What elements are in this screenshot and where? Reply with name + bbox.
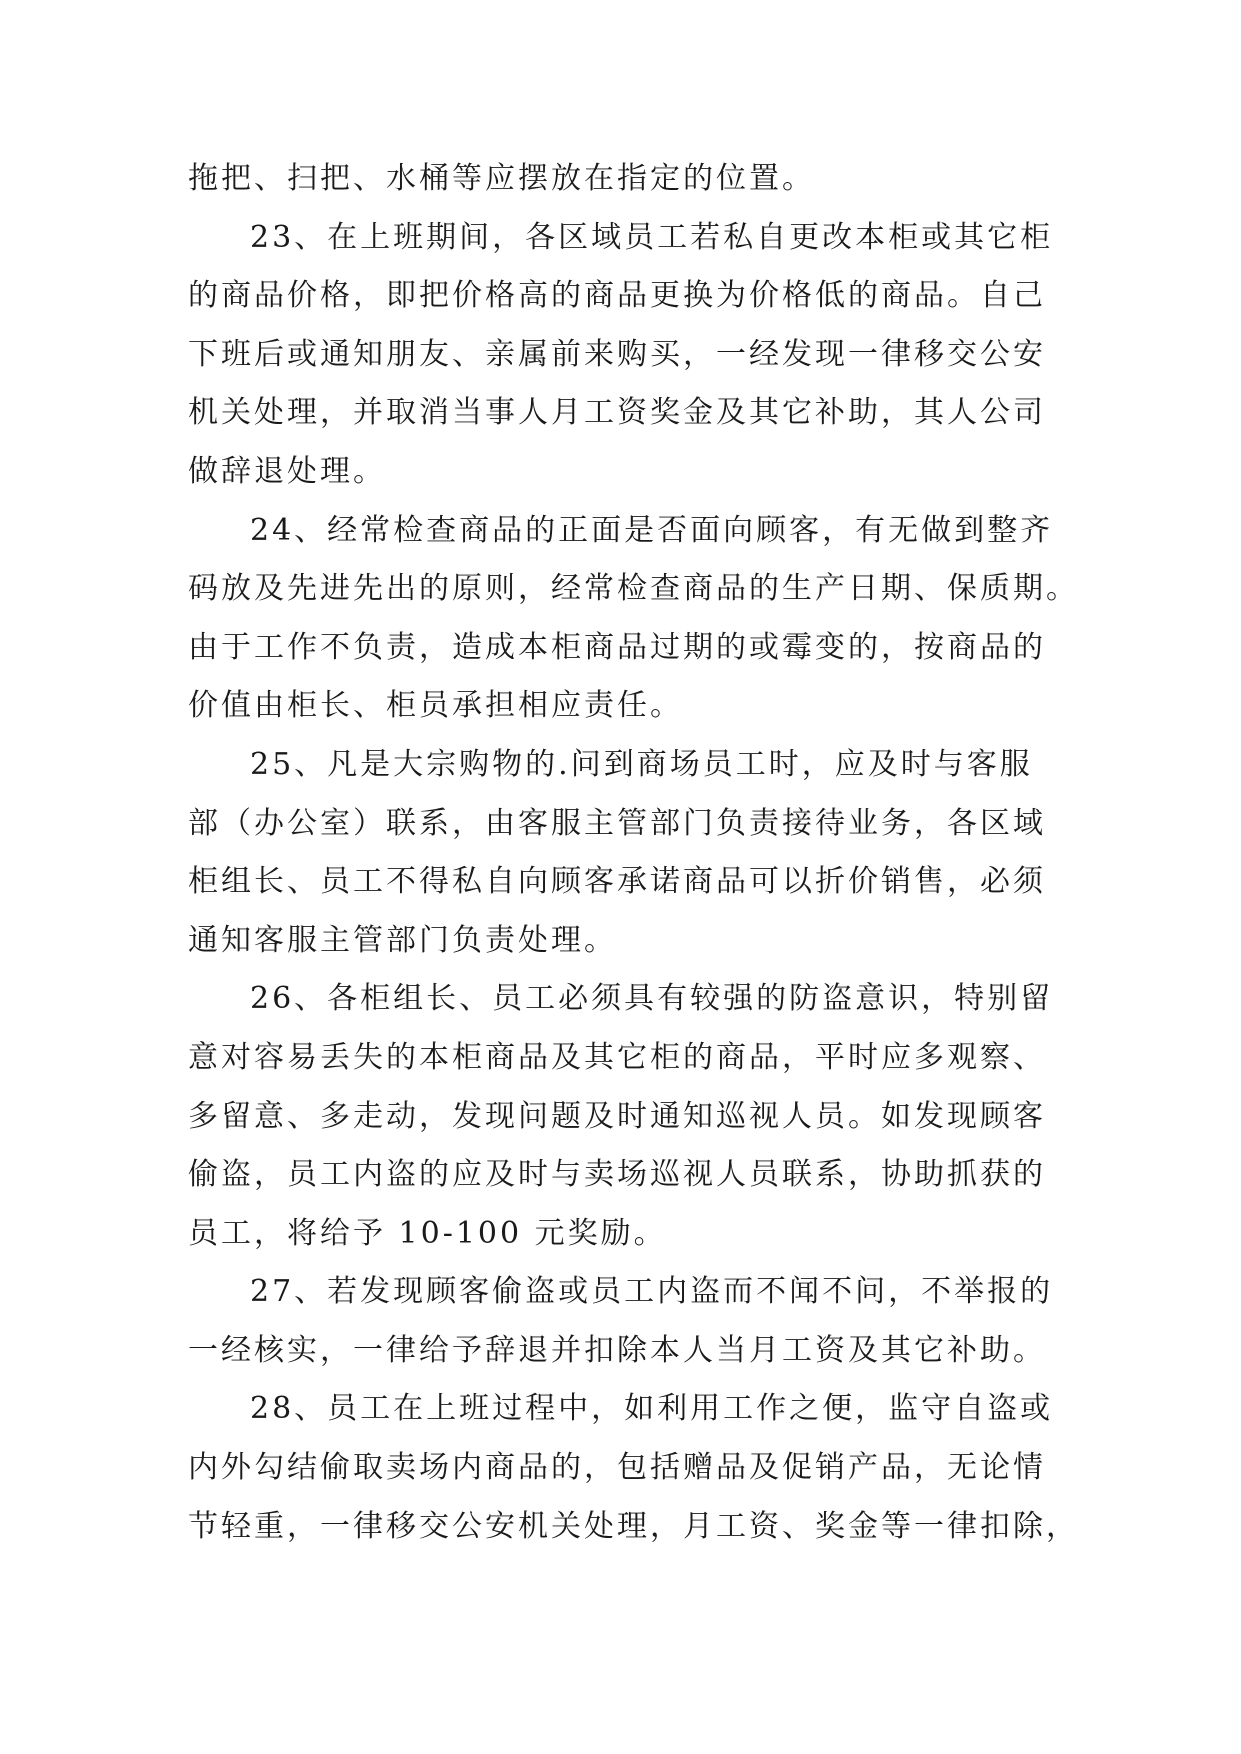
paragraph-first-line: 26、各柜组长、员工必须具有较强的防盗意识，特别留 xyxy=(250,981,1054,1017)
paragraph-first-line: 28、员工在上班过程中，如利用工作之便，监守自盗或 xyxy=(250,1391,1054,1427)
text-line: 机关处理，并取消当事人月工资奖金及其它补助，其人公司 xyxy=(188,395,1046,431)
text-line: 柜组长、员工不得私自向顾客承诺商品可以折价销售，必须 xyxy=(188,864,1046,900)
paragraph-first-line: 27、若发现顾客偷盗或员工内盗而不闻不问，不举报的 xyxy=(250,1274,1054,1310)
text-line: 由于工作不负责，造成本柜商品过期的或霉变的，按商品的 xyxy=(188,629,1046,665)
text-line: 码放及先进先出的原则，经常检查商品的生产日期、保质期。 xyxy=(188,571,1079,607)
text-line: 偷盗，员工内盗的应及时与卖场巡视人员联系，协助抓获的 xyxy=(188,1157,1046,1193)
text-line: 员工，将给予 10-100 元奖励。 xyxy=(188,1215,667,1251)
text-line: 通知客服主管部门负责处理。 xyxy=(188,922,617,958)
text-line: 部（办公室）联系，由客服主管部门负责接待业务，各区域 xyxy=(188,805,1046,841)
text-line: 一经核实，一律给予辞退并扣除本人当月工资及其它补助。 xyxy=(188,1332,1046,1368)
text-line: 的商品价格，即把价格高的商品更换为价格低的商品。自己 xyxy=(188,278,1046,314)
text-line: 节轻重，一律移交公安机关处理，月工资、奖金等一律扣除， xyxy=(188,1508,1079,1544)
text-line: 多留意、多走动，发现问题及时通知巡视人员。如发现顾客 xyxy=(188,1098,1046,1134)
text-line: 价值由柜长、柜员承担相应责任。 xyxy=(188,688,683,724)
paragraph-first-line: 23、在上班期间，各区域员工若私自更改本柜或其它柜 xyxy=(250,219,1054,255)
text-line: 做辞退处理。 xyxy=(188,453,386,489)
text-line: 拖把、扫把、水桶等应摆放在指定的位置。 xyxy=(188,161,815,196)
paragraph-first-line: 24、经常检查商品的正面是否面向顾客，有无做到整齐 xyxy=(250,512,1054,548)
text-line: 内外勾结偷取卖场内商品的，包括赠品及促销产品，无论情 xyxy=(188,1450,1046,1486)
text-line: 下班后或通知朋友、亲属前来购买，一经发现一律移交公安 xyxy=(188,336,1046,372)
paragraph-first-line: 25、凡是大宗购物的.问到商场员工时，应及时与客服 xyxy=(250,746,1033,782)
document-body xyxy=(188,150,1079,1556)
text-line: 意对容易丢失的本柜商品及其它柜的商品，平时应多观察、 xyxy=(188,1039,1046,1075)
